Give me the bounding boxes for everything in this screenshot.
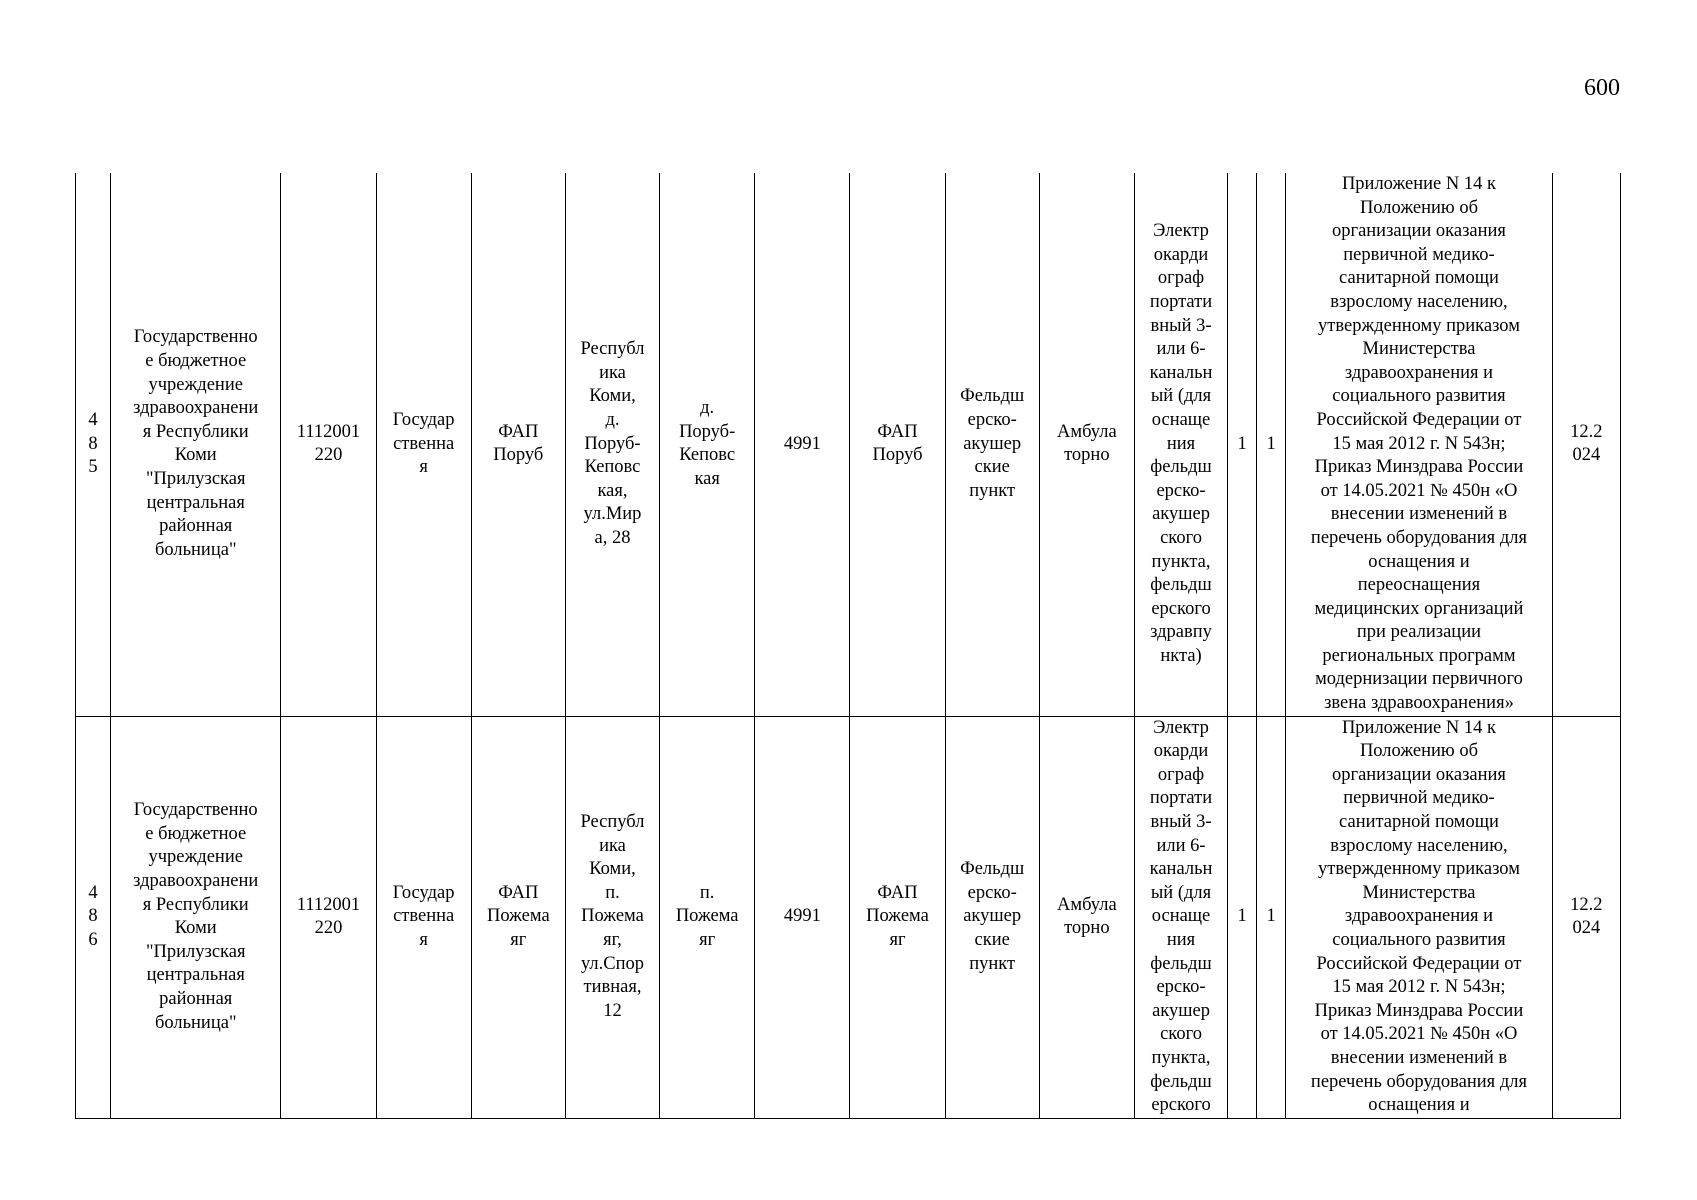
cell-text-line: ика [599,362,626,383]
cell-text-line: районная [159,516,233,537]
cell-text-line: д. [700,398,715,419]
cell-text-line: ния [1166,930,1196,950]
cell-text-line: 1 [1237,433,1247,454]
cell-text-line: вный 3- [1150,315,1212,336]
cell-text-line: перечень оборудования для [1310,527,1527,548]
cell-text-line: канальн [1149,362,1213,383]
cell-text-line: центральная [146,965,245,986]
equipment-cell [1134,173,1227,716]
cell-text-line: кая, [597,480,628,501]
cell-text-line: ФАП [877,882,918,903]
cell-text-line: Фельдш [960,859,1025,880]
address-cell [565,173,659,716]
cell-text-line: оснащения и [1368,551,1470,572]
cell-text-line: первичной медико- [1343,244,1495,265]
cell-text-line: оснаще [1151,409,1211,430]
cell-text-line: Государственно [133,800,258,821]
unit-name-cell [471,716,565,1118]
cell-text-line: от 14.05.2021 № 450н «О [1320,480,1518,501]
cell-text-line: Амбула [1057,421,1117,442]
cell-text-line: ерско- [967,882,1017,903]
cell-text-line: ика [599,835,626,856]
cell-text-line: или 6- [1156,835,1206,856]
cell-text-line: тивная, [583,977,642,998]
quantity-cell [1228,173,1257,716]
cell-text-line: ый (для [1150,386,1212,407]
cell-text-line: я Республики [142,421,249,442]
cell-text-line: больница" [154,539,237,560]
cell-text-line: вный 3- [1150,812,1212,833]
cell-text-line: Государ [392,409,455,430]
unit-name-cell [471,173,565,716]
cell-text-line: 024 [1572,918,1601,939]
cell-text-line: ственна [393,433,455,454]
cell-text-line: больница" [154,1012,237,1033]
cell-text-line: модернизации первичного [1315,669,1523,690]
cell-text-line: 8 [88,433,98,454]
cell-text-line: а, 28 [594,527,631,548]
cell-text-line: Коми [174,918,217,939]
cell-text-line: "Прилузская [145,468,246,489]
care-form-cell [1039,716,1134,1118]
cell-text-line: портати [1149,291,1213,312]
cell-text-line: ерско- [1156,977,1206,998]
legal-basis-cell [1286,716,1553,1118]
cell-text-line: организации оказания [1331,764,1506,785]
cell-text-line: первичной медико- [1343,788,1495,809]
cell-text-line: нкта) [1160,645,1202,666]
cell-text-line: оснащения и [1368,1095,1470,1116]
cell-text-line: пункт [969,953,1016,974]
legal-basis-cell [1286,173,1553,716]
cell-text-line: 4991 [783,433,821,454]
cell-text-line: социального развития [1332,386,1506,407]
cell-text-line: яг, [603,930,622,950]
cell-text-line: ерского [1151,1095,1211,1116]
cell-text-line: Фельдш [960,386,1025,407]
cell-text-line: санитарной помощи [1339,812,1499,833]
cell-text-line: перечень оборудования для [1310,1071,1527,1092]
cell-text-line: Пожема [581,906,644,927]
cell-text-line: утвержденному приказом [1318,859,1520,880]
cell-text-line: п. [605,882,620,903]
cell-text-line: Поруб- [679,421,736,442]
cell-text-line: 8 [88,906,98,927]
cell-text-line: кая [694,468,720,489]
cell-text-line: 4 [88,409,98,430]
cell-text-line: утвержденному приказом [1318,315,1520,336]
address-cell [565,716,659,1118]
cell-text-line: 6 [88,930,98,950]
cell-text-line: Положению об [1359,197,1478,218]
code-cell [755,716,850,1118]
unit-short-name-cell [850,716,945,1118]
cell-text-line: Российской Федерации от [1316,409,1522,430]
cell-text-line: яг [889,930,906,950]
date-cell [1552,173,1620,716]
cell-text-line: учреждение [148,374,243,395]
cell-text-line: "Прилузская [145,941,246,962]
cell-text-line: Министерства [1362,882,1476,903]
cell-text-line: центральная [146,492,245,513]
unit-short-name-cell [850,173,945,716]
cell-text-line: фельдш [1150,575,1212,596]
cell-text-line: 4991 [783,906,821,927]
table-row [76,173,1621,716]
locality-cell [660,173,755,716]
cell-text-line: 1112001 [296,421,361,442]
cell-text-line: ФАП [877,421,918,442]
cell-text-line: ерского [1151,598,1211,619]
cell-text-line: ерско- [967,409,1017,430]
cell-text-line: акушер [1152,1000,1210,1021]
cell-text-line: ограф [1157,764,1205,785]
cell-text-line: я [419,457,428,478]
cell-text-line: яг [699,930,716,950]
cell-text-line: Министерства [1362,339,1476,360]
cell-text-line: Коми, [589,859,636,880]
cell-text-line: пункт [969,480,1016,501]
cell-text-line: пункта, [1151,551,1211,572]
cell-text-line: Приказ Минздрава России [1314,457,1524,478]
cell-text-line: окарди [1153,741,1209,762]
cell-text-line: е бюджетное [145,350,247,371]
care-form-cell [1039,173,1134,716]
cell-text-line: ФАП [498,882,539,903]
cell-text-line: Российской Федерации от [1316,953,1522,974]
cell-text-line: социального развития [1332,930,1506,950]
cell-text-line: Кеповс [679,445,736,466]
cell-text-line: канальн [1149,859,1213,880]
equipment-cell [1134,716,1227,1118]
cell-text-line: я [419,930,428,950]
cell-text-line: санитарной помощи [1339,268,1499,289]
cell-text-line: Коми [174,445,217,466]
cell-text-line: Пожема [675,906,739,927]
facility-type-cell [945,716,1039,1118]
cell-text-line: переоснащения [1357,575,1481,596]
cell-text-line: ские [974,457,1010,478]
ownership-cell [376,173,471,716]
inn-cell [281,173,376,716]
cell-text-line: Государственно [133,327,258,348]
cell-text-line: я Республики [142,894,249,915]
cell-text-line: Поруб- [584,433,641,454]
facilities-table [75,173,1621,1119]
cell-text-line: 15 мая 2012 г. N 543н; [1332,433,1506,454]
cell-text-line: д. [605,409,620,430]
cell-text-line: или 6- [1156,339,1206,360]
cell-text-line: 1 [1266,906,1276,927]
cell-text-line: Амбула [1057,894,1117,915]
cell-text-line: фельдш [1150,1071,1212,1092]
cell-text-line: Приложение N 14 к [1341,174,1496,194]
cell-text-line: Электр [1153,221,1209,242]
cell-text-line: Коми, [589,386,636,407]
cell-text-line: 1112001 [296,894,361,915]
cell-text-line: торно [1064,918,1110,939]
cell-text-line: ния [1166,433,1196,454]
cell-text-line: ФАП [498,421,539,442]
cell-text-line: ственна [393,906,455,927]
cell-text-line: районная [159,988,233,1009]
cell-text-line: Республ [580,339,645,360]
cell-text-line: п. [699,882,715,903]
cell-text-line: ый (для [1150,882,1212,903]
cell-text-line: Положению об [1359,741,1478,762]
cell-text-line: 220 [314,445,343,466]
quantity-cell [1228,716,1257,1118]
cell-text-line: ского [1160,527,1202,548]
cell-text-line: Государ [392,882,455,903]
table-row [76,716,1621,1118]
row-number-cell [76,716,111,1118]
cell-text-line: 12.2 [1570,894,1603,915]
quantity-cell [1257,716,1286,1118]
cell-text-line: Электр [1153,717,1209,738]
cell-text-line: ул.Мир [583,504,642,525]
cell-text-line: внесении изменений в [1330,504,1508,525]
cell-text-line: Приказ Минздрава России [1314,1000,1524,1021]
cell-text-line: ерско- [1156,480,1206,501]
organization-cell [111,716,281,1118]
row-number-cell [76,173,111,716]
cell-text-line: 15 мая 2012 г. N 543н; [1332,977,1506,998]
cell-text-line: региональных программ [1322,645,1516,666]
cell-text-line: оснаще [1151,906,1211,927]
cell-text-line: ского [1160,1024,1202,1045]
cell-text-line: организации оказания [1331,221,1506,242]
cell-text-line: при реализации [1356,622,1481,643]
ownership-cell [376,716,471,1118]
cell-text-line: 12.2 [1570,421,1603,442]
date-cell [1552,716,1620,1118]
cell-text-line: ограф [1157,268,1205,289]
cell-text-line: Кеповс [584,457,641,478]
cell-text-line: пункта, [1151,1047,1211,1068]
cell-text-line: здравоохранения и [1344,906,1494,927]
cell-text-line: Республ [580,812,645,833]
cell-text-line: от 14.05.2021 № 450н «О [1320,1024,1518,1045]
cell-text-line: 4 [88,882,98,903]
cell-text-line: фельдш [1150,953,1212,974]
cell-text-line: акушер [963,433,1022,454]
cell-text-line: 220 [314,918,343,939]
cell-text-line: здравоохранения и [1344,362,1494,383]
page-number: 600 [1584,75,1620,101]
locality-cell [660,716,755,1118]
cell-text-line: фельдш [1150,457,1212,478]
cell-text-line: 5 [88,457,98,478]
quantity-cell [1257,173,1286,716]
cell-text-line: здравоохранени [133,871,259,892]
cell-text-line: взрослому населению, [1330,291,1508,312]
cell-text-line: учреждение [148,847,243,868]
cell-text-line: Пожема [866,906,929,927]
inn-cell [281,716,376,1118]
cell-text-line: 1 [1266,433,1276,454]
cell-text-line: портати [1149,788,1213,809]
cell-text-line: 12 [603,1000,622,1021]
cell-text-line: ские [974,930,1010,950]
cell-text-line: здравпу [1150,622,1212,643]
cell-text-line: Пожема [486,906,550,927]
cell-text-line: торно [1064,445,1110,466]
organization-cell [111,173,281,716]
cell-text-line: медицинских организаций [1314,598,1524,619]
facility-type-cell [945,173,1039,716]
cell-text-line: Поруб [493,445,544,466]
cell-text-line: здравоохранени [133,398,259,419]
cell-text-line: Поруб [872,445,923,466]
cell-text-line: ул.Спор [580,953,645,974]
cell-text-line: 1 [1237,906,1247,927]
cell-text-line: е бюджетное [145,823,247,844]
cell-text-line: внесении изменений в [1330,1047,1508,1068]
code-cell [755,173,850,716]
cell-text-line: яг [510,930,527,950]
cell-text-line: акушер [1152,504,1210,525]
cell-text-line: 024 [1572,445,1601,466]
cell-text-line: Приложение N 14 к [1341,717,1496,738]
cell-text-line: взрослому населению, [1330,835,1508,856]
cell-text-line: звена здравоохранения» [1324,693,1514,714]
cell-text-line: акушер [963,906,1022,927]
cell-text-line: окарди [1153,244,1209,265]
